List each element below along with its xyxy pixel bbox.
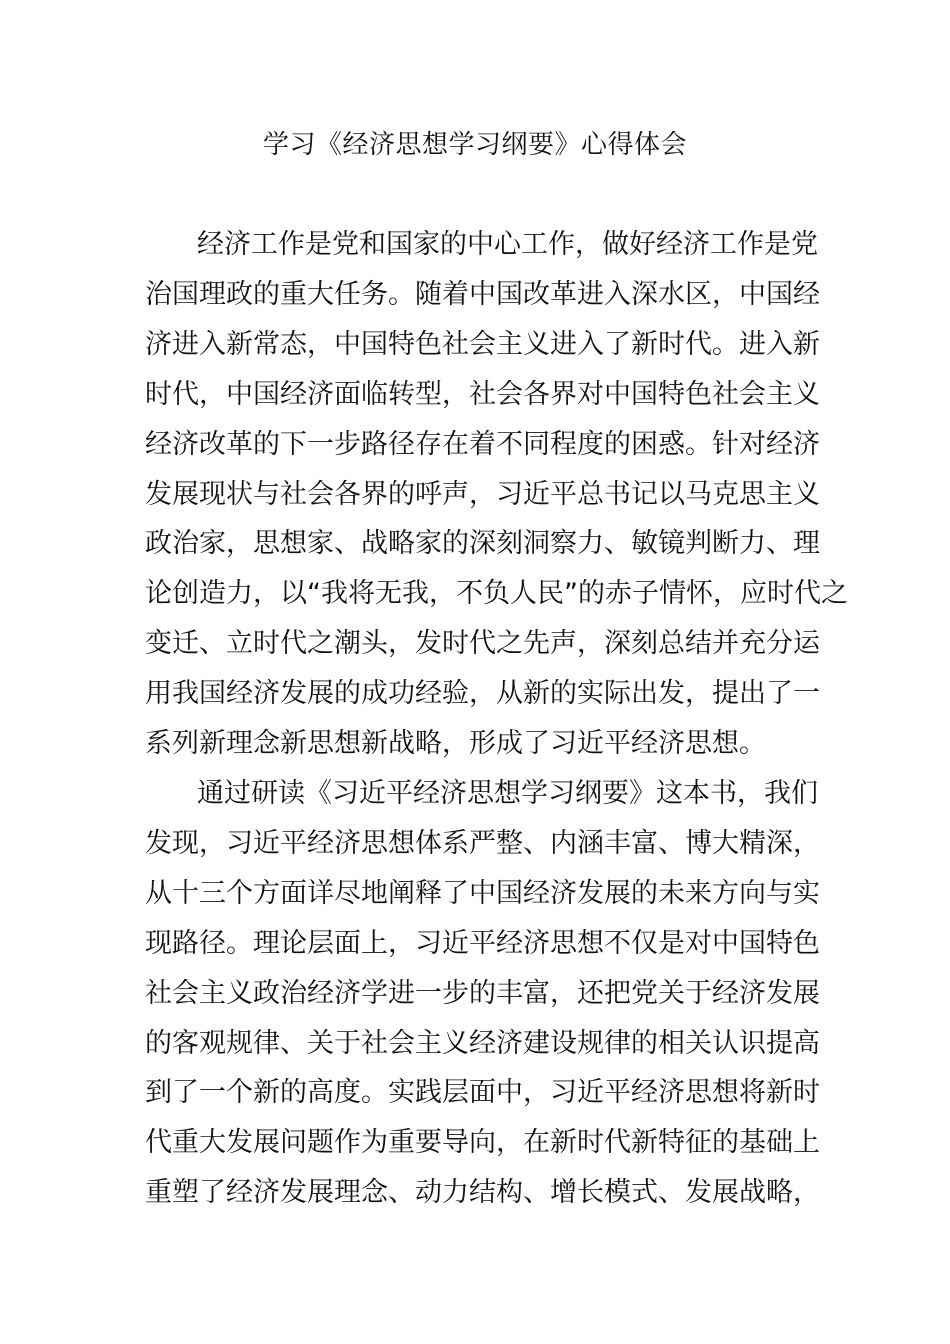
text-line: 政治家，思想家、战略家的深刻洞察力、敏镜判断力、理	[145, 528, 820, 560]
paragraph-1	[145, 220, 848, 769]
text-line: 代重大发展问题作为重要导向，在新时代新特征的基础上	[145, 1127, 820, 1159]
text-line: 治国理政的重大任务。随着中国改革进入深水区，中国经	[145, 278, 820, 310]
text-line: 发现，习近平经济思想体系严整、内涵丰富、博大精深，	[145, 827, 820, 859]
text-line: 论创造力，以“我将无我，不负人民”的赤子情怀，应时代之	[145, 578, 848, 610]
text-line: 现路径。理论层面上，习近平经济思想不仅是对中国特色	[145, 927, 820, 959]
text-line: 通过研读《习近平经济思想学习纲要》这本书，我们	[197, 777, 818, 809]
text-line: 的客观规律、关于社会主义经济建设规律的相关认识提高	[145, 1027, 820, 1059]
text-line: 从十三个方面详尽地阐释了中国经济发展的未来方向与实	[145, 877, 820, 909]
text-line: 变迁、立时代之潮头，发时代之先声，深刻总结并充分运	[145, 628, 820, 660]
text-line: 发展现状与社会各界的呼声，习近平总书记以马克思主义	[145, 478, 820, 510]
paragraph-2	[145, 769, 820, 1218]
document-title: 学习《经济思想学习纲要》心得体会	[262, 130, 687, 160]
text-line: 时代，中国经济面临转型，社会各界对中国特色社会主义	[145, 378, 820, 410]
text-line: 社会主义政治经济学进一步的丰富，还把党关于经济发展	[145, 977, 820, 1009]
text-line: 经济改革的下一步路径存在着不同程度的困惑。针对经济	[145, 428, 820, 460]
text-line: 重塑了经济发展理念、动力结构、增长模式、发展战略，	[145, 1177, 820, 1209]
document-body	[145, 220, 848, 1218]
text-line: 经济工作是党和国家的中心工作，做好经济工作是党	[197, 229, 818, 260]
text-line: 济进入新常态，中国特色社会主义进入了新时代。进入新	[145, 328, 820, 360]
text-line: 到了一个新的高度。实践层面中，习近平经济思想将新时	[145, 1077, 820, 1109]
text-line: 系列新理念新思想新战略，形成了习近平经济思想。	[145, 728, 766, 760]
text-line: 用我国经济发展的成功经验，从新的实际出发，提出了一	[145, 678, 820, 710]
